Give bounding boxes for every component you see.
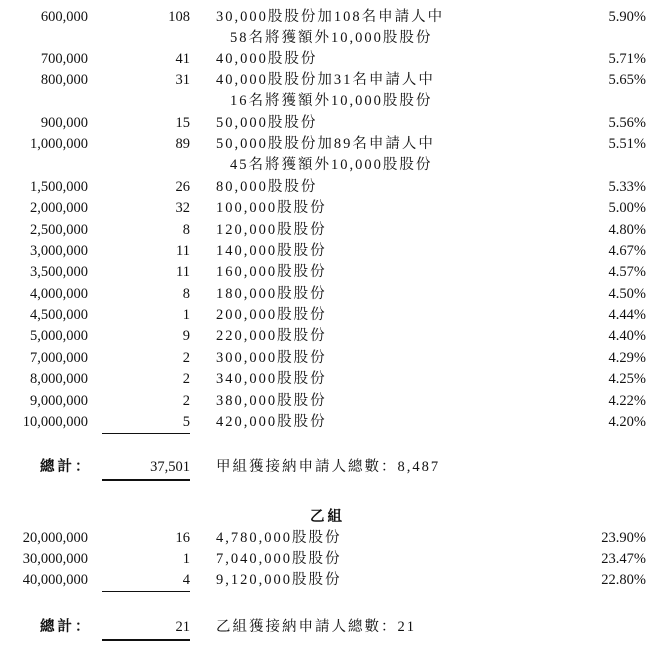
shares-applied: 7,000,000 — [30, 350, 88, 366]
allotment-basis: 50,000股股份加89名申請人中 — [216, 136, 435, 152]
valid-applications: 11 — [176, 264, 190, 280]
allotment-basis: 180,000股股份 — [216, 286, 327, 302]
allotment-basis: 7,040,000股股份 — [216, 551, 342, 567]
allotment-basis: 100,000股股份 — [216, 200, 327, 216]
table-row — [0, 262, 668, 283]
allotment-basis: 140,000股股份 — [216, 243, 327, 259]
allotment-basis: 40,000股股份 — [216, 51, 318, 67]
table-row — [0, 241, 668, 262]
shares-applied: 4,500,000 — [30, 307, 88, 323]
allotment-percentage: 5.56% — [608, 115, 646, 131]
shares-applied: 20,000,000 — [22, 530, 88, 546]
shares-applied: 1,000,000 — [30, 136, 88, 152]
allotment-basis: 220,000股股份 — [216, 328, 327, 344]
table-row — [0, 7, 668, 28]
shares-applied: 700,000 — [40, 51, 88, 67]
table-row — [0, 549, 668, 570]
allotment-basis: 9,120,000股股份 — [216, 572, 342, 588]
subtotal-rule — [102, 433, 190, 434]
valid-applications: 9 — [182, 328, 190, 344]
allotment-percentage: 22.80% — [601, 572, 646, 588]
valid-applications: 8 — [182, 286, 190, 302]
group-b-title: 乙組 — [310, 509, 345, 525]
valid-applications: 16 — [175, 530, 190, 546]
allotment-percentage: 4.57% — [608, 264, 646, 280]
allotment-basis: 340,000股股份 — [216, 371, 327, 387]
allotment-basis: 200,000股股份 — [216, 307, 327, 323]
allotment-percentage: 23.90% — [601, 530, 646, 546]
table-row — [0, 113, 668, 134]
table-row — [0, 198, 668, 219]
table-row — [0, 305, 668, 326]
valid-applications: 32 — [175, 200, 190, 216]
shares-applied: 4,000,000 — [30, 286, 88, 302]
valid-applications: 1 — [182, 307, 190, 323]
total-label: 總計： — [40, 459, 93, 475]
group-title-row — [0, 507, 668, 528]
allotment-basis: 380,000股股份 — [216, 393, 327, 409]
table-row — [0, 412, 668, 433]
allotment-basis: 300,000股股份 — [216, 350, 327, 366]
allotment-basis: 4,780,000股股份 — [216, 530, 342, 546]
successful-applicants-summary: 甲組獲接納申請人總數：8,487 — [216, 459, 441, 475]
allotment-percentage: 4.44% — [608, 307, 646, 323]
shares-applied: 1,500,000 — [30, 179, 88, 195]
allotment-basis: 120,000股股份 — [216, 222, 327, 238]
allotment-percentage: 4.67% — [608, 243, 646, 259]
shares-applied: 800,000 — [40, 72, 88, 88]
allotment-percentage: 4.25% — [608, 371, 646, 387]
shares-applied: 3,000,000 — [30, 243, 88, 259]
shares-applied: 900,000 — [40, 115, 88, 131]
total-value: 21 — [175, 619, 190, 635]
allotment-basis: 30,000股股份加108名申請人中 — [216, 9, 445, 25]
allotment-basis-continued: 58名將獲額外10,000股股份 — [230, 30, 433, 46]
valid-applications: 41 — [175, 51, 190, 67]
allotment-percentage: 5.90% — [608, 9, 646, 25]
valid-applications: 2 — [182, 371, 190, 387]
total-value: 37,501 — [150, 459, 190, 475]
valid-applications: 5 — [182, 414, 190, 430]
table-row — [0, 348, 668, 369]
valid-applications: 1 — [182, 551, 190, 567]
total-rule — [102, 639, 190, 641]
valid-applications: 15 — [175, 115, 190, 131]
table-row-continuation — [0, 155, 668, 176]
allotment-basis: 50,000股股份 — [216, 115, 318, 131]
total-label: 總計： — [40, 619, 93, 635]
table-row — [0, 70, 668, 91]
table-row — [0, 177, 668, 198]
table-row — [0, 391, 668, 412]
allotment-basis-continued: 16名將獲額外10,000股股份 — [230, 93, 433, 109]
valid-applications: 26 — [175, 179, 190, 195]
allotment-basis: 160,000股股份 — [216, 264, 327, 280]
table-row — [0, 284, 668, 305]
valid-applications: 2 — [182, 350, 190, 366]
allotment-percentage: 5.33% — [608, 179, 646, 195]
table-row — [0, 570, 668, 591]
allotment-percentage: 4.80% — [608, 222, 646, 238]
valid-applications: 89 — [175, 136, 190, 152]
table-row — [0, 134, 668, 155]
total-row — [0, 457, 668, 478]
valid-applications: 108 — [168, 9, 190, 25]
table-row — [0, 369, 668, 390]
allotment-percentage: 5.71% — [608, 51, 646, 67]
table-row — [0, 326, 668, 347]
shares-applied: 600,000 — [40, 9, 88, 25]
shares-applied: 8,000,000 — [30, 371, 88, 387]
table-row-continuation — [0, 91, 668, 112]
allotment-percentage: 4.29% — [608, 350, 646, 366]
allotment-basis: 40,000股股份加31名申請人中 — [216, 72, 435, 88]
shares-applied: 5,000,000 — [30, 328, 88, 344]
valid-applications: 11 — [176, 243, 190, 259]
successful-applicants-summary: 乙組獲接納申請人總數：21 — [216, 619, 416, 635]
allotment-percentage: 5.00% — [608, 200, 646, 216]
valid-applications: 31 — [175, 72, 190, 88]
allotment-percentage: 5.51% — [608, 136, 646, 152]
valid-applications: 2 — [182, 393, 190, 409]
shares-applied: 40,000,000 — [22, 572, 88, 588]
total-row — [0, 617, 668, 638]
table-row-continuation — [0, 28, 668, 49]
valid-applications: 8 — [182, 222, 190, 238]
shares-applied: 10,000,000 — [22, 414, 88, 430]
subtotal-rule — [102, 591, 190, 592]
total-rule — [102, 479, 190, 481]
table-row — [0, 220, 668, 241]
allotment-basis: 80,000股股份 — [216, 179, 318, 195]
shares-applied: 2,000,000 — [30, 200, 88, 216]
valid-applications: 4 — [182, 572, 190, 588]
shares-applied: 3,500,000 — [30, 264, 88, 280]
allotment-basis: 420,000股股份 — [216, 414, 327, 430]
shares-applied: 2,500,000 — [30, 222, 88, 238]
allotment-basis-continued: 45名將獲額外10,000股股份 — [230, 157, 433, 173]
shares-applied: 30,000,000 — [22, 551, 88, 567]
allotment-percentage: 5.65% — [608, 72, 646, 88]
allotment-percentage: 4.50% — [608, 286, 646, 302]
allotment-percentage: 23.47% — [601, 551, 646, 567]
shares-applied: 9,000,000 — [30, 393, 88, 409]
allotment-percentage: 4.40% — [608, 328, 646, 344]
allotment-percentage: 4.20% — [608, 414, 646, 430]
allotment-percentage: 4.22% — [608, 393, 646, 409]
table-row — [0, 49, 668, 70]
table-row — [0, 528, 668, 549]
